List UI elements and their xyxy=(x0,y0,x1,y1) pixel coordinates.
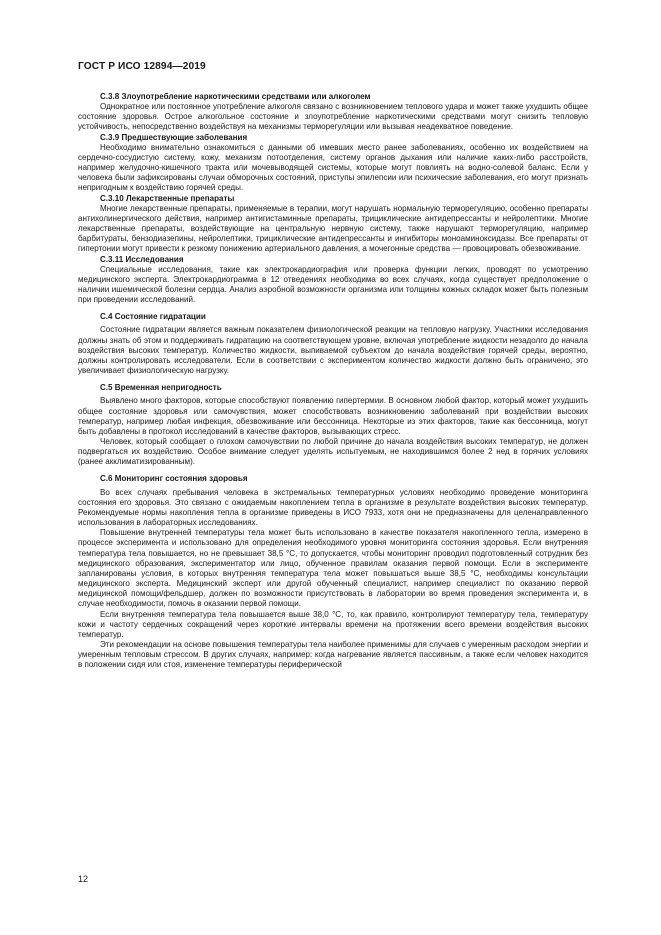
section-heading: С.5 Временная непригодность xyxy=(100,383,222,393)
section-c-3-9 xyxy=(78,133,588,194)
document-body xyxy=(78,92,588,670)
paragraph: Во всех случаях пребывания человека в экстремальных температурных условиях необходимо проведение мониторинга состояния его здоровья. Это связано с ожидаемым накоплением тепла в организме в результате воздействия высоких температур. Рекомендуемые нормы накопления тепла в организме приведены в ИСО 7933, хотя они не предназначены для целенаправленного использования в лабораторных исследованиях. xyxy=(78,487,588,528)
paragraph: Повышение внутренней температуры тела может быть использовано в качестве показателя накопленного тепла, измерено в процессе эксперимента и использовано для определения необходимого уровня мониторинга состояния здоровья. Если внутренняя температура тела повышается, но не превышает 38,5 °С, то допускается, чтобы мониторинг проводил подготовленный сотрудник без медицинского образования, экспериментатор или лицо, обученное правилам оказания первой помощи. Если в эксперименте запланированы условия, в которых внутренняя температура тела может повышаться выше 38,5 °С, необходимы консультации медицинского эксперта. Медицинский эксперт или другой обученный специалист, например специалист по оказанию первой медицинской помощи/фельдшер, должен по возможности присутствовать в лаборатории во время проведения эксперимента и, в случае необходимости, помочь в оказании первой помощи. xyxy=(78,528,588,609)
section-heading: С.3.8 Злоупотребление наркотическими средствами или алкоголем xyxy=(100,92,371,101)
section-heading: С.6 Мониторинг состояния здоровья xyxy=(100,474,248,484)
paragraph: Выявлено много факторов, которые способствуют появлению гипертермии. В основном любой фактор, который может ухудшить общее состояние здоровья или самочувствия, может способствовать возникновению заболеваний при воздействии высоких температур, например любая инфекция, обезвоживание или бессонница. Некоторые из этих факторов, такие как бессонница, могут быть добавлены в протокол исследований в качестве факторов, вызывающих стресс. xyxy=(78,396,588,436)
paragraph: Эти рекомендации на основе повышения температуры тела наиболее применимы для случаев с умеренным расходом энергии и умеренным тепловым стрессом. В других случаях, например: когда нагревание является пассивным, а также если человек находится в положении сидя или стоя, изменение температуры периферической xyxy=(78,639,588,670)
paragraph: Специальные исследования, такие как электрокардиография или проверка функции легких, проводят по усмотрению медицинского эксперта. Электрокардиограмма в 12 отведениях необходима во всех случаях, когда существует предположение о наличии ишемической болезни сердца. Анализ аэробной возможности организма или толщины кожных складок может быть полезным при проведении исследований. xyxy=(78,264,588,305)
section-heading: С.3.10 Лекарственные препараты xyxy=(100,193,235,203)
paragraph: Человек, который сообщает о плохом самочувствии по любой причине до начала воздействия высоких температур, не должен подвергаться их воздействию. Особое внимание следует уделять испытуемым, не находившимся более 2 нед в горячих условиях (ранее акклиматизированным). xyxy=(78,437,588,467)
section-c-4 xyxy=(78,312,588,376)
section-c-3-10 xyxy=(78,194,588,255)
paragraph: Состояние гидратации является важным показателем физиологической реакции на тепловую нагрузку. Участники исследования должны знать об этом и поддерживать гидратацию на соответствующем уровне, включая употребление жидкости незадолго до начала воздействия высоких температур. Количество жидкости, выпиваемой субъектом до начала воздействия горячей среды, вероятно, должны контролировать исследователи. Если в соответствии с экспериментом количество жидкости должно быть ограничено, это увеличивает физиологическую нагрузку. xyxy=(78,325,588,376)
page-number: 12 xyxy=(78,874,89,884)
paragraph: Необходимо внимательно ознакомиться с данными об имевших место ранее заболеваниях, особенно их воздействием на сердечно-сосудистую систему, кожу, механизм потоотделения, систему органов дыхания или наличие каких-либо расстройств, например желудочно-кишечного тракта или мочевыводящей системы, которые могут повлиять на водно-солевой баланс. Если у человека были зафиксированы случаи обморочных состояний, приступы эпилепсии или психические заболевания, его могут признать непригодным к воздействию горячей среды. xyxy=(78,142,588,193)
section-heading: С.3.11 Исследования xyxy=(100,254,184,264)
section-c-3-11 xyxy=(78,255,588,306)
paragraph: Многие лекарственные препараты, применяемые в терапии, могут нарушать нормальную терморегуляцию, особенно препараты антихолинергического действия, например антигистаминные препараты, трициклические антидепрессанты и нейролептики. Многие лекарственные препараты, воздействующие на центральную нервную систему, также нарушают терморегуляцию, например барбитураты, бензодиазепины, нейролептики, трициклические антидепрессанты и ингибиторы моноаминоксидазы. Все препараты от гипертонии могут привести к резкому понижению артериального давления, а мочегонные средства — провоцировать обезвоживание. xyxy=(78,203,588,254)
section-c-6 xyxy=(78,474,588,670)
section-heading: С.3.9 Предшествующие заболевания xyxy=(100,132,248,142)
paragraph: Однократное или постоянное употребление алкоголя связано с возникновением теплового удара и может также ухудшить общее состояние здоровья. Острое алкогольное состояние и злоупотребление наркотическими средствами могут снизить тепловую устойчивость, непосредственно воздействуя на механизмы терморегуляции или вызывая неадекватное поведение. xyxy=(78,102,588,132)
section-heading: С.4 Состояние гидратации xyxy=(100,312,206,322)
section-c-5 xyxy=(78,383,588,467)
document-header: ГОСТ Р ИСО 12894—2019 xyxy=(78,61,206,72)
section-c-3-8 xyxy=(78,92,588,133)
paragraph: Если внутренняя температура тела повышается выше 38,0 °С, то, как правило, контролируют температуру тела, температуру кожи и частоту сердечных сокращений через короткие интервалы времени на протяжении всего времени воздействия высоких температур. xyxy=(78,609,588,639)
